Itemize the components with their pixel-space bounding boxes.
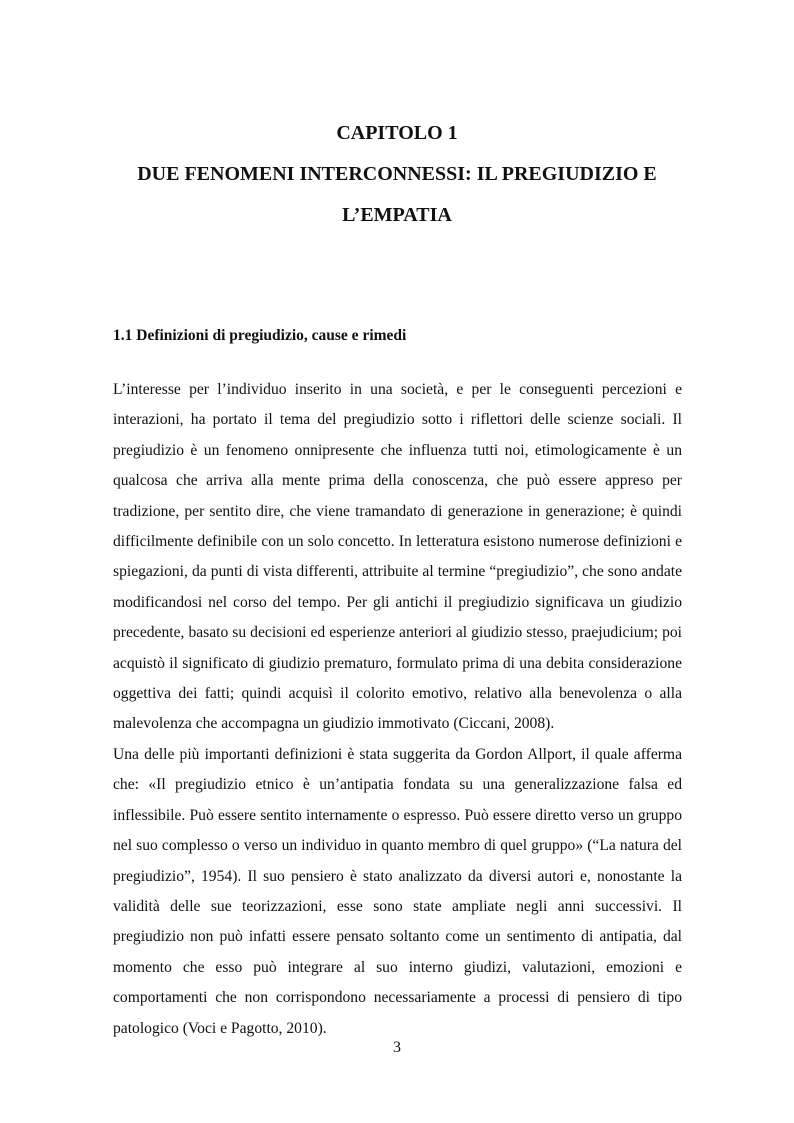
page-number: 3 xyxy=(393,1039,401,1056)
paragraph-2: Una delle più importanti definizioni è stata suggerita da Gordon Allport, il quale afferma che: «Il pregiudizio etnico è un’antipatia fondata su una generalizzazione falsa ed inflessibile. Può essere sentito internamente o espresso. Può essere diretto verso un gruppo nel suo complesso o verso un individuo in quanto membro di quel gruppo» (“La natura del pregiudizio”, 1954). Il suo pensiero è stato analizzato da diversi autori e, nonostante la validità delle sue teorizzazioni, esse sono state ampliate negli anni successivi. Il pregiudizio non può infatti essere pensato soltanto come un sentimento di antipatia, dal momento che esso può integrare al suo interno giudizi, valutazioni, emozioni e comportamenti che non corrispondono necessariamente a processi di pensiero di tipo patologico (Voci e Pagotto, 2010). xyxy=(113,745,682,1037)
section-title: 1.1 Definizioni di pregiudizio, cause e rimedi xyxy=(113,327,407,344)
paragraph-1: L’interesse per l’individuo inserito in una società, e per le conseguenti percezioni e interazioni, ha portato il tema del pregiudizio sotto i riflettori delle scienze sociali. Il pregiudizio è un fenomeno onnipresente che influenza tutti noi, etimologicamente è un qualcosa che arriva alla mente prima della conoscenza, che può essere appreso per tradizione, per sentito dire, che viene tramandato di generazione in generazione; è quindi difficilmente definibile con un solo concetto. In letteratura esistono numerose definizioni e spiegazioni, da punti di vista differenti, attribuite al termine “pregiudizio”, che sono andate modificandosi nel corso del tempo. Per gli antichi il pregiudizio significava un giudizio precedente, basato su decisioni ed esperienze anteriori al giudizio stesso, praejudicium; poi acquistò il significato di giudizio prematuro, formulato prima di una debita considerazione oggettiva dei fatti; quindi acquisì il colorito emotivo, relativo alla benevolenza o alla malevolenza che accompagna un giudizio immotivato (Ciccani, 2008). xyxy=(113,381,682,733)
body-text xyxy=(113,375,682,1044)
chapter-heading xyxy=(100,113,694,236)
chapter-title-line-2: L’EMPATIA xyxy=(342,204,452,226)
chapter-label: CAPITOLO 1 xyxy=(336,122,458,144)
chapter-title-line-1: DUE FENOMENI INTERCONNESSI: IL PREGIUDIZIO E xyxy=(137,163,657,185)
